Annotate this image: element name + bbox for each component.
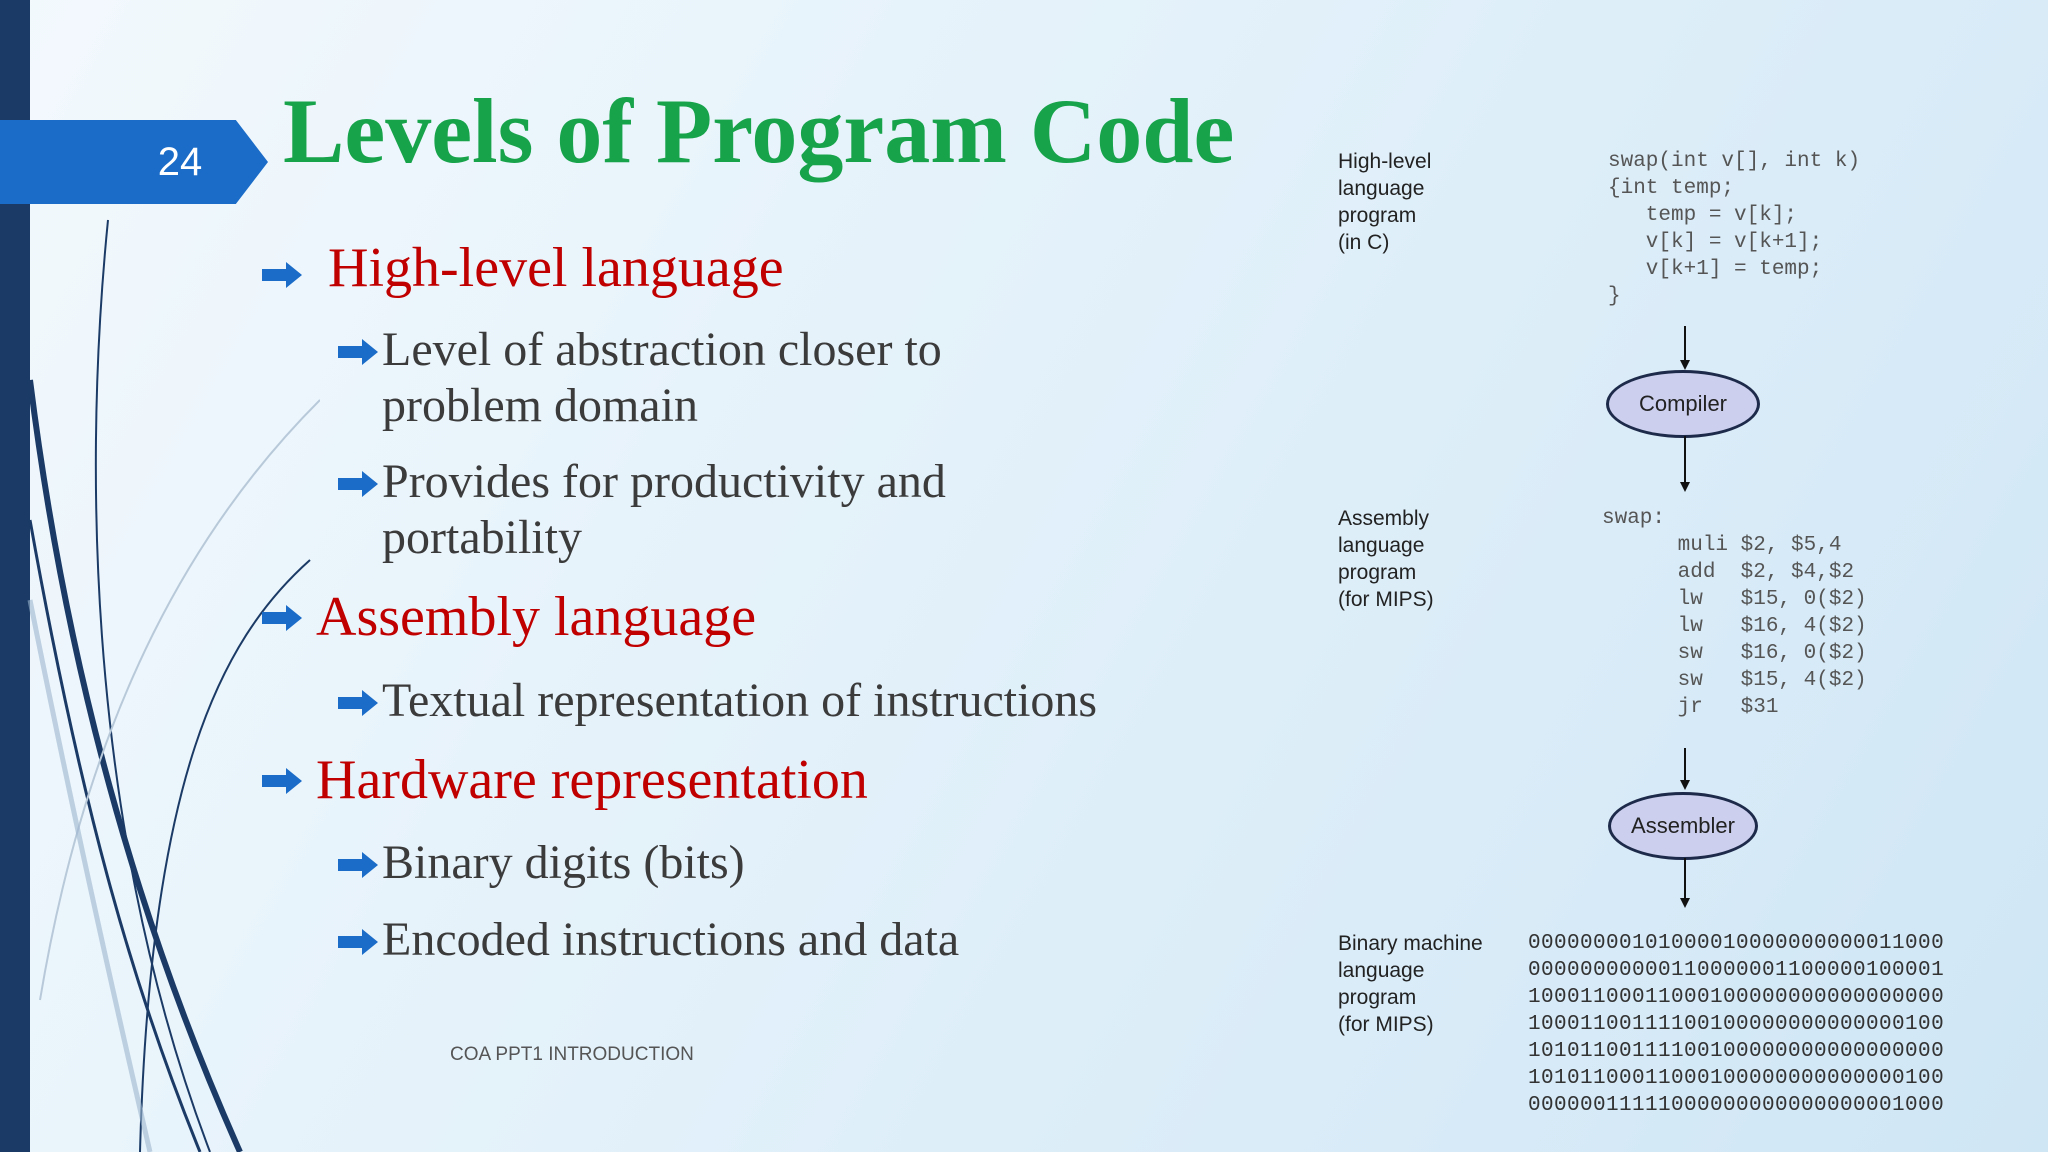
sub-bullet-text: Textual representation of instructions [382, 674, 1098, 727]
c-code: swap(int v[], int k) {int temp; temp = v[k]; v[k] = v[k+1]; v[k+1] = temp; } [1608, 150, 1861, 308]
bullet-arrow-icon [262, 605, 302, 631]
sub-bullet-arrow-icon [338, 852, 378, 878]
asm-code: swap: muli $2, $5,4 add $2, $4,$2 lw $15, 0($2) lw $16, 4($2) sw $16, 0($2) sw $15, 4($2) jr $31 [1602, 507, 1867, 719]
sub-bullet-text: Binary digits (bits) [382, 836, 745, 889]
slide-title: Levels of Program Code [283, 80, 1235, 182]
sub-bullet-text: Level of abstraction closer to [382, 323, 942, 376]
arrow-line [1684, 858, 1686, 900]
sub-bullet-arrow-icon [338, 339, 378, 365]
binary-label: Binary machine language program (for MIPS) [1338, 932, 1483, 1036]
arrow-line [1684, 748, 1686, 782]
arrow-line [1684, 436, 1686, 484]
binary-code: 00000000101000010000000000011000 00000000000110000001100000100001 10001100011000100000000000000000 10001100111100100000000000000100 10101100111100100000000000000000 10101100011000100000000000000100 00000011111000000000000000001000 [1528, 932, 1945, 1117]
arrow-head-icon [1680, 898, 1690, 908]
sub-bullet-arrow-icon [338, 690, 378, 716]
sub-bullet-arrow-icon [338, 929, 378, 955]
bullet-hardware: Hardware representation [316, 749, 868, 811]
slide-number: 24 [157, 140, 203, 184]
compiler-oval: Compiler [1606, 370, 1760, 438]
bullet-arrow-icon [262, 262, 302, 288]
arrow-head-icon [1680, 780, 1690, 790]
bullet-high-level: High-level language [328, 237, 784, 299]
sub-bullet-text: problem domain [382, 379, 698, 432]
arrow-head-icon [1680, 360, 1690, 370]
arrow-line [1684, 326, 1686, 362]
bullet-arrow-icon [262, 768, 302, 794]
arrow-head-icon [1680, 482, 1690, 492]
sub-bullet-text: Encoded instructions and data [382, 913, 960, 966]
assembly-label: Assembly language program (for MIPS) [1338, 507, 1434, 611]
high-level-label: High-level language program (in C) [1338, 150, 1432, 254]
assembler-oval: Assembler [1608, 792, 1758, 860]
slide-footer: COA PPT1 INTRODUCTION [450, 1044, 694, 1065]
sub-bullet-arrow-icon [338, 471, 378, 497]
bullet-assembly: Assembly language [316, 586, 757, 648]
sub-bullet-text: Provides for productivity and [382, 455, 946, 508]
sub-bullet-text: portability [382, 511, 582, 564]
slide-number-tab [0, 120, 268, 204]
